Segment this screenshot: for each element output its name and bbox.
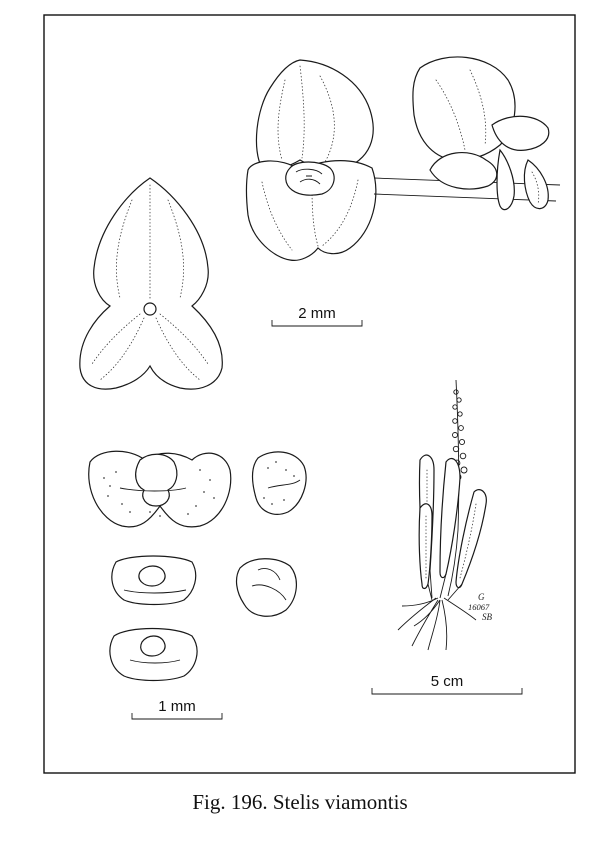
collector-note-letter: G (478, 592, 485, 602)
scale-bar-2mm (272, 305, 362, 326)
scale-bar-1mm (132, 698, 222, 719)
sepals-flattened (80, 178, 222, 389)
column-view (110, 629, 197, 681)
collector-note-initials: SB (482, 612, 492, 622)
scale-label-5cm: 5 cm (430, 673, 464, 690)
scale-label-2mm: 2 mm (298, 305, 336, 322)
petal-single (253, 452, 307, 514)
collector-note-number: 16067 (468, 602, 490, 612)
lip-front-view (112, 556, 196, 605)
plant-habit (398, 380, 493, 650)
flower-side-view (413, 57, 549, 210)
scale-bar-5cm (372, 673, 522, 694)
scale-label-1mm: 1 mm (158, 698, 196, 715)
lip-side-view (237, 559, 297, 617)
figure-caption: Fig. 196. Stelis viamontis (192, 790, 408, 814)
petals-lip-column (89, 451, 231, 527)
